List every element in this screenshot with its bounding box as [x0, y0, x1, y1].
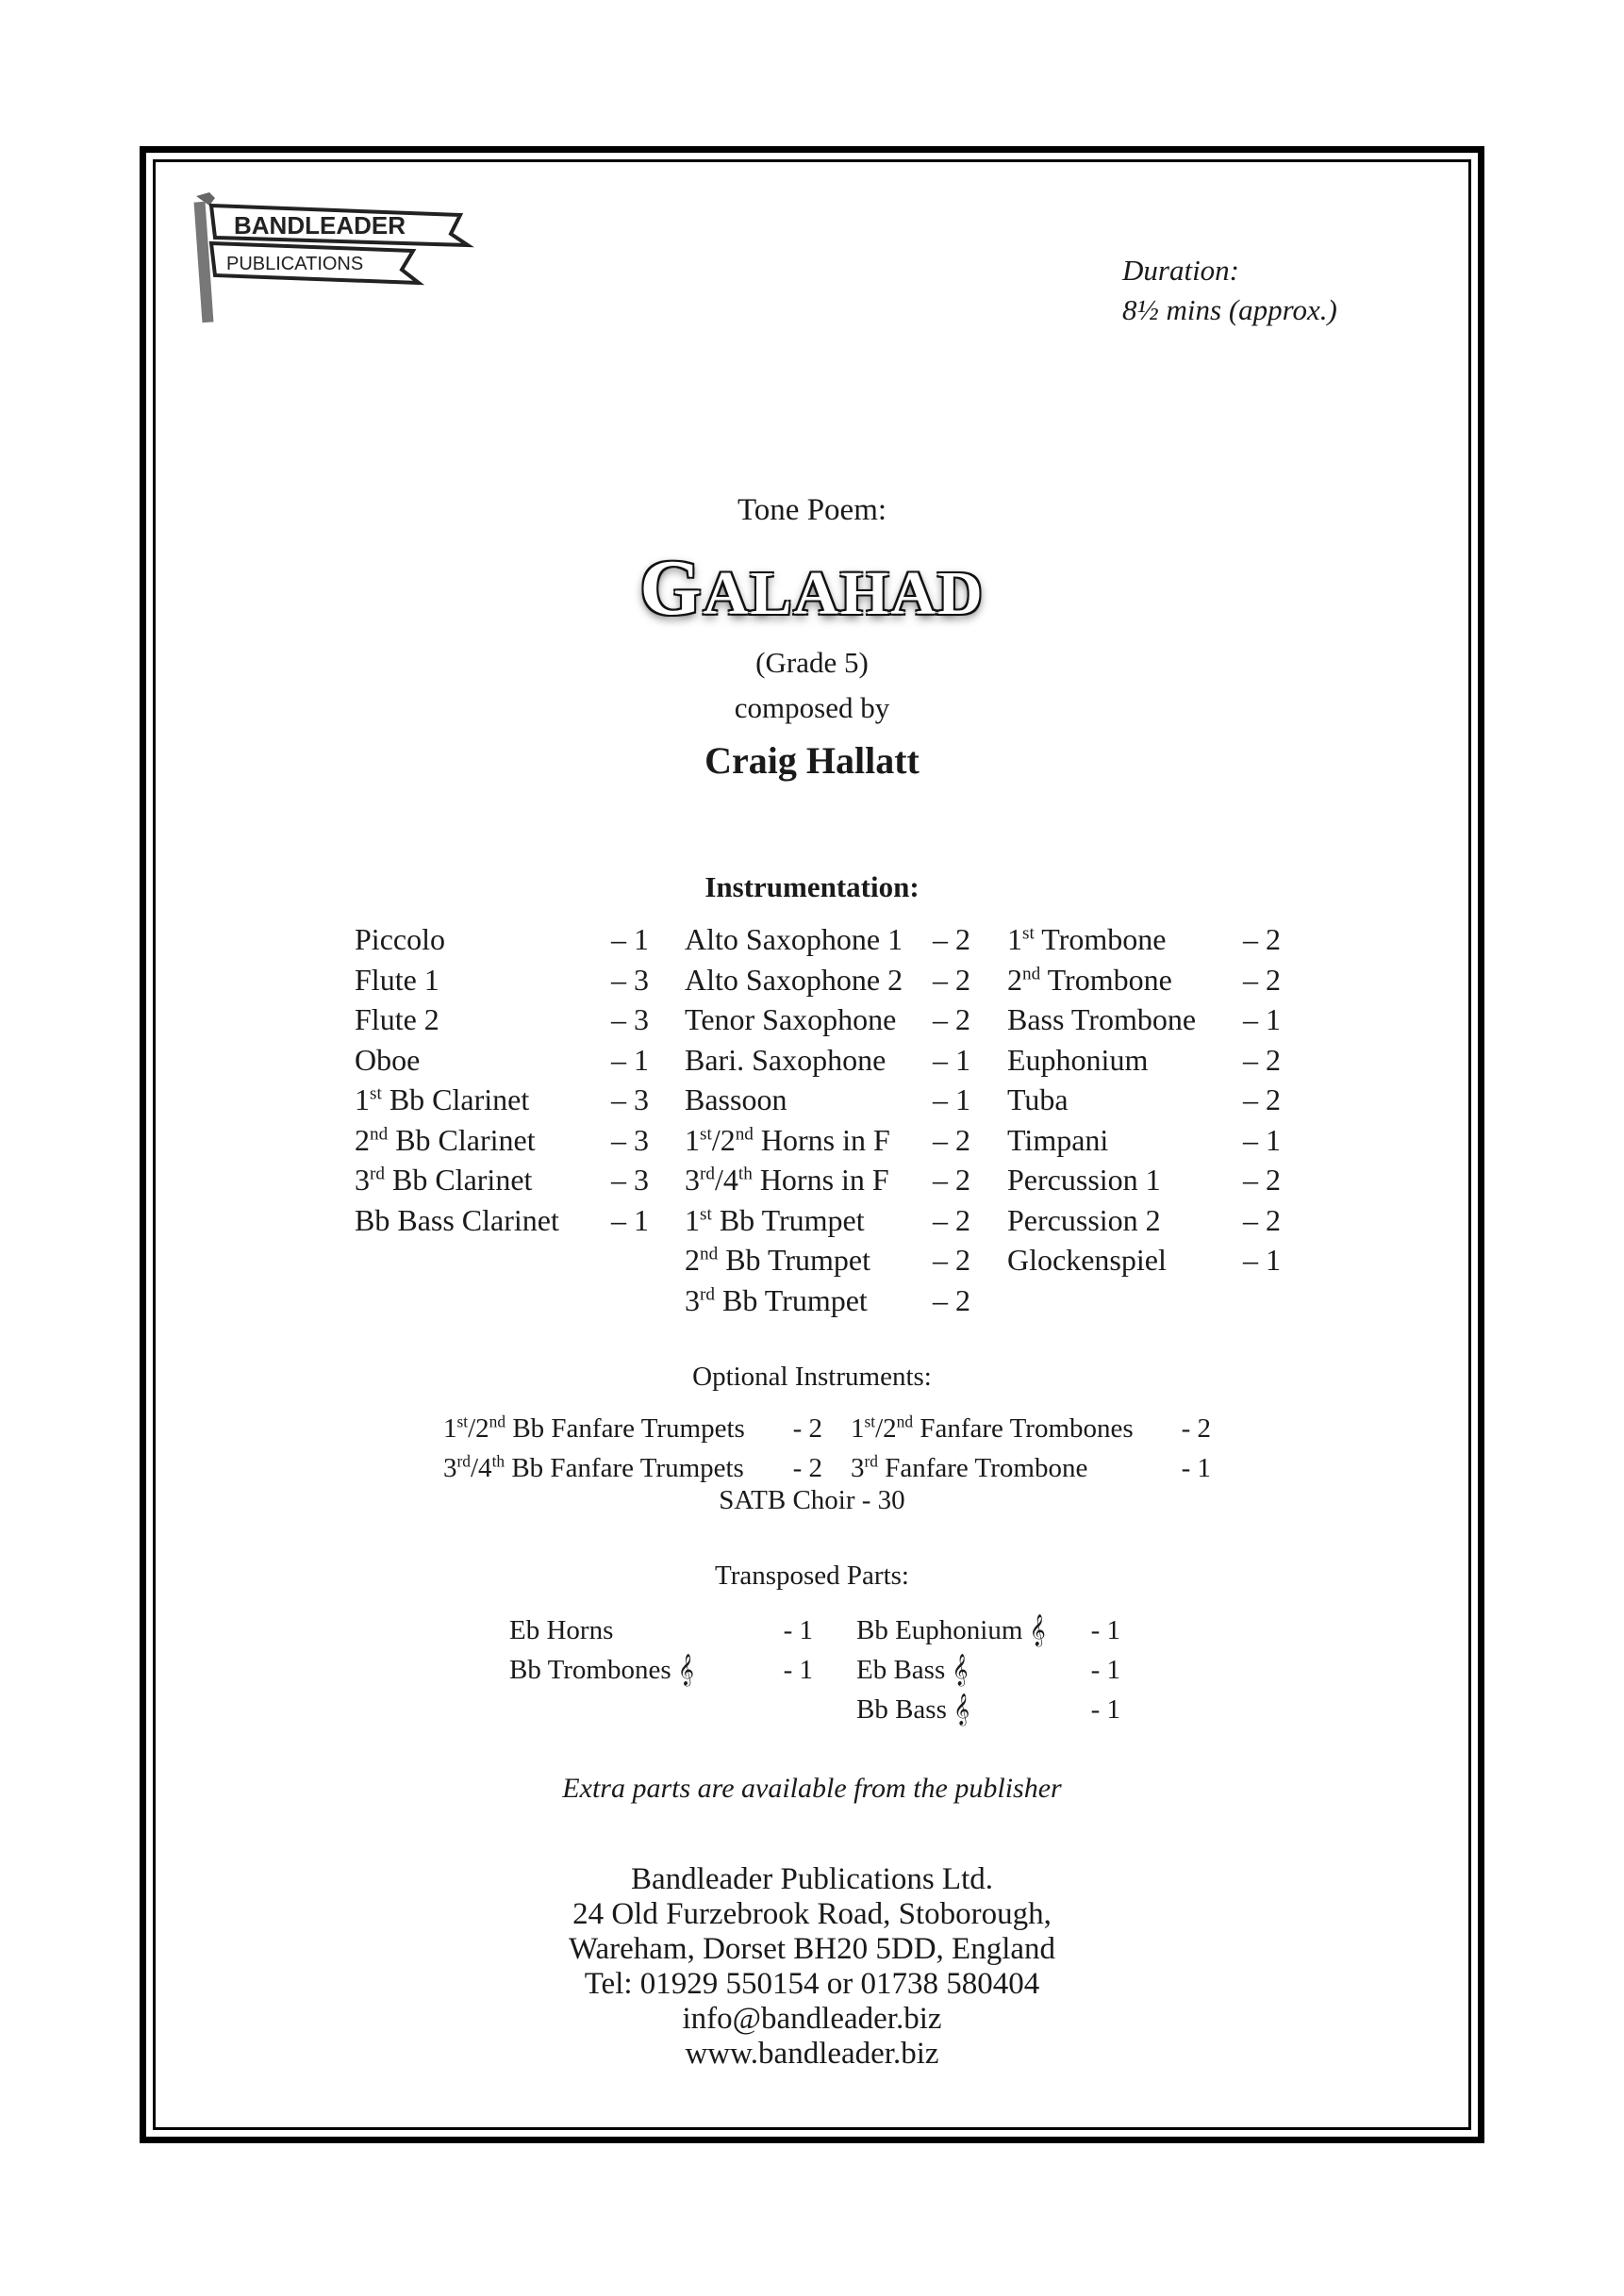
instrument-quantity: – 3	[611, 1082, 649, 1116]
instrument-quantity: - 2	[792, 1453, 822, 1483]
composer: Craig Hallatt	[704, 739, 920, 782]
instrument-name: 3rd Bb Trumpet	[685, 1282, 868, 1317]
instrument-name: Percussion 2	[1007, 1202, 1161, 1237]
instrument-quantity: – 1	[611, 1202, 649, 1237]
instrument-name: 3rd Fanfare Trombone	[851, 1451, 1088, 1483]
transposed-heading: Transposed Parts:	[715, 1561, 909, 1591]
instrument-quantity: – 2	[933, 1122, 970, 1157]
instrument-row	[685, 1120, 970, 1161]
title-initial: G	[639, 544, 704, 632]
instrument-row	[1007, 1200, 1281, 1241]
instrument-quantity: – 1	[1243, 1243, 1281, 1277]
instrument-quantity: – 2	[933, 1282, 970, 1317]
instrument-quantity: – 2	[933, 962, 970, 997]
instrument-name: 1st Trombone	[1007, 922, 1167, 956]
instrument-column-1	[355, 919, 649, 1240]
instrument-row	[355, 1120, 649, 1161]
grade: (Grade 5)	[755, 646, 869, 679]
instrumentation-heading: Instrumentation:	[704, 870, 920, 903]
instrument-column-3	[1007, 919, 1281, 1280]
instrument-name: 2nd Trombone	[1007, 962, 1172, 997]
instrument-quantity: - 2	[1181, 1413, 1211, 1444]
instrument-row	[1007, 960, 1281, 1000]
instrument-column-2	[685, 919, 970, 1320]
instrument-name: 1st Bb Clarinet	[355, 1082, 530, 1116]
instrument-quantity: – 3	[611, 1122, 649, 1157]
instrument-name: Timpani	[1007, 1122, 1109, 1157]
instrument-row	[355, 960, 649, 1000]
instrument-quantity: – 2	[933, 1163, 970, 1197]
instrument-quantity: – 2	[1243, 1042, 1281, 1077]
instrument-name: Bari. Saxophone	[685, 1042, 887, 1077]
instrument-row	[685, 960, 970, 1000]
bandleader-logo	[177, 189, 479, 325]
optional-heading: Optional Instruments:	[692, 1362, 932, 1392]
instrument-row	[355, 1160, 649, 1200]
instrument-name: 1st/2nd Fanfare Trombones	[851, 1412, 1134, 1444]
publisher-email: info@bandleader.biz	[682, 2002, 942, 2036]
extra-parts-note: Extra parts are available from the publisher	[562, 1773, 1062, 1804]
instrument-quantity: - 1	[1181, 1453, 1211, 1483]
instrument-row	[509, 1611, 813, 1650]
publisher-tel: Tel: 01929 550154 or 01738 580404	[584, 1967, 1040, 2001]
instrument-quantity: – 1	[611, 922, 649, 956]
instrument-row	[1007, 1120, 1281, 1161]
instrument-quantity: – 2	[1243, 922, 1281, 956]
instrument-quantity: – 2	[933, 1243, 970, 1277]
instrument-quantity: – 3	[611, 1002, 649, 1036]
instrument-name: 3rd Bb Clarinet	[355, 1163, 533, 1197]
instrument-name: Eb Bass 𝄞	[856, 1655, 969, 1685]
instrument-quantity: – 1	[611, 1042, 649, 1077]
instrument-name: Bass Trombone	[1007, 1002, 1197, 1036]
transposed-left	[509, 1611, 813, 1690]
instrument-row	[1007, 919, 1281, 960]
instrument-name: 1st/2nd Horns in F	[685, 1122, 890, 1157]
instrument-name: Oboe	[355, 1042, 421, 1077]
instrument-name: 1st Bb Trumpet	[685, 1202, 865, 1237]
instrument-quantity: - 2	[792, 1413, 822, 1444]
instrument-quantity: – 2	[1243, 1202, 1281, 1237]
optional-left	[443, 1409, 822, 1488]
instrument-name: Flute 2	[355, 1002, 439, 1036]
publisher-block	[0, 1862, 1624, 2072]
instrument-name: Piccolo	[355, 922, 445, 956]
instrument-name: Tenor Saxophone	[685, 1002, 897, 1036]
instrument-quantity: – 1	[933, 1042, 970, 1077]
instrument-row	[851, 1409, 1211, 1448]
instrument-name: Bb Euphonium 𝄞	[856, 1615, 1046, 1645]
instrument-name: Euphonium	[1007, 1042, 1149, 1077]
instrument-quantity: – 2	[1243, 1082, 1281, 1116]
instrument-name: 3rd/4th Bb Fanfare Trumpets	[443, 1451, 744, 1483]
instrument-quantity: – 1	[1243, 1002, 1281, 1036]
publisher-name: Bandleader Publications Ltd.	[631, 1862, 993, 1896]
instrument-quantity: – 1	[933, 1082, 970, 1116]
instrument-name: 3rd/4th Horns in F	[685, 1163, 889, 1197]
instrument-quantity: - 1	[1090, 1655, 1120, 1685]
instrument-row	[685, 1160, 970, 1200]
instrument-name: 2nd Bb Trumpet	[685, 1243, 871, 1277]
instrument-quantity: – 2	[1243, 962, 1281, 997]
instrument-row	[355, 1200, 649, 1241]
instrument-row	[851, 1448, 1211, 1488]
instrument-row	[1007, 1240, 1281, 1280]
instrument-row	[443, 1448, 822, 1488]
instrument-row	[856, 1650, 1120, 1690]
instrument-name: Alto Saxophone 1	[685, 922, 903, 956]
instrument-quantity: – 1	[1243, 1122, 1281, 1157]
instrument-name: Eb Horns	[509, 1615, 614, 1645]
instrument-name: Alto Saxophone 2	[685, 962, 903, 997]
instrument-row	[685, 1200, 970, 1241]
logo-line1: BANDLEADER	[234, 211, 406, 240]
instrument-row	[355, 1040, 649, 1081]
instrument-row	[856, 1611, 1120, 1650]
instrument-row	[685, 1240, 970, 1280]
publisher-address-1: 24 Old Furzebrook Road, Stoborough,	[572, 1897, 1052, 1931]
instrument-row	[685, 1080, 970, 1120]
instrument-quantity: - 1	[783, 1615, 813, 1645]
duration-label: Duration:	[1122, 254, 1239, 287]
duration-value: 8½ mins (approx.)	[1122, 293, 1337, 326]
instrument-name: Tuba	[1007, 1082, 1069, 1116]
page-title	[0, 542, 1624, 634]
duration	[1122, 251, 1337, 330]
instrument-name: Bb Trombones 𝄞	[509, 1655, 695, 1685]
instrument-name: Bassoon	[685, 1082, 787, 1116]
optional-right	[851, 1409, 1211, 1488]
publisher-address-2: Wareham, Dorset BH20 5DD, England	[568, 1932, 1056, 1966]
instrument-name: Glockenspiel	[1007, 1243, 1167, 1277]
composed-by: composed by	[734, 691, 890, 724]
instrument-quantity: - 1	[1090, 1694, 1120, 1725]
instrument-quantity: – 3	[611, 962, 649, 997]
satb-choir: SATB Choir - 30	[719, 1485, 905, 1515]
instrument-row	[1007, 1040, 1281, 1081]
instrument-row	[355, 1080, 649, 1120]
instrument-row	[856, 1690, 1120, 1729]
instrument-row	[355, 999, 649, 1040]
instrument-quantity: - 1	[783, 1655, 813, 1685]
instrument-row	[685, 1040, 970, 1081]
transposed-right	[856, 1611, 1120, 1729]
instrument-row	[509, 1650, 813, 1690]
instrument-name: Flute 1	[355, 962, 439, 997]
instrument-row	[685, 1280, 970, 1321]
instrument-row	[685, 919, 970, 960]
instrument-name: 1st/2nd Bb Fanfare Trumpets	[443, 1412, 745, 1444]
instrument-name: Bb Bass 𝄞	[856, 1694, 970, 1725]
instrument-row	[1007, 999, 1281, 1040]
subtitle: Tone Poem:	[737, 493, 887, 527]
instrument-quantity: – 2	[933, 1002, 970, 1036]
instrument-quantity: – 3	[611, 1163, 649, 1197]
instrument-quantity: – 2	[933, 922, 970, 956]
instrument-quantity: – 2	[933, 1202, 970, 1237]
instrument-row	[1007, 1080, 1281, 1120]
instrument-row	[685, 999, 970, 1040]
instrument-row	[443, 1409, 822, 1448]
instrument-quantity: – 2	[1243, 1163, 1281, 1197]
publisher-web: www.bandleader.biz	[685, 2037, 939, 2071]
instrument-name: 2nd Bb Clarinet	[355, 1122, 536, 1157]
instrument-quantity: - 1	[1090, 1615, 1120, 1645]
instrument-name: Percussion 1	[1007, 1163, 1161, 1197]
instrument-row	[1007, 1160, 1281, 1200]
instrument-row	[355, 919, 649, 960]
logo-line2: PUBLICATIONS	[226, 254, 364, 274]
title-rest: ALAHAD	[703, 559, 985, 628]
instrument-name: Bb Bass Clarinet	[355, 1202, 559, 1237]
